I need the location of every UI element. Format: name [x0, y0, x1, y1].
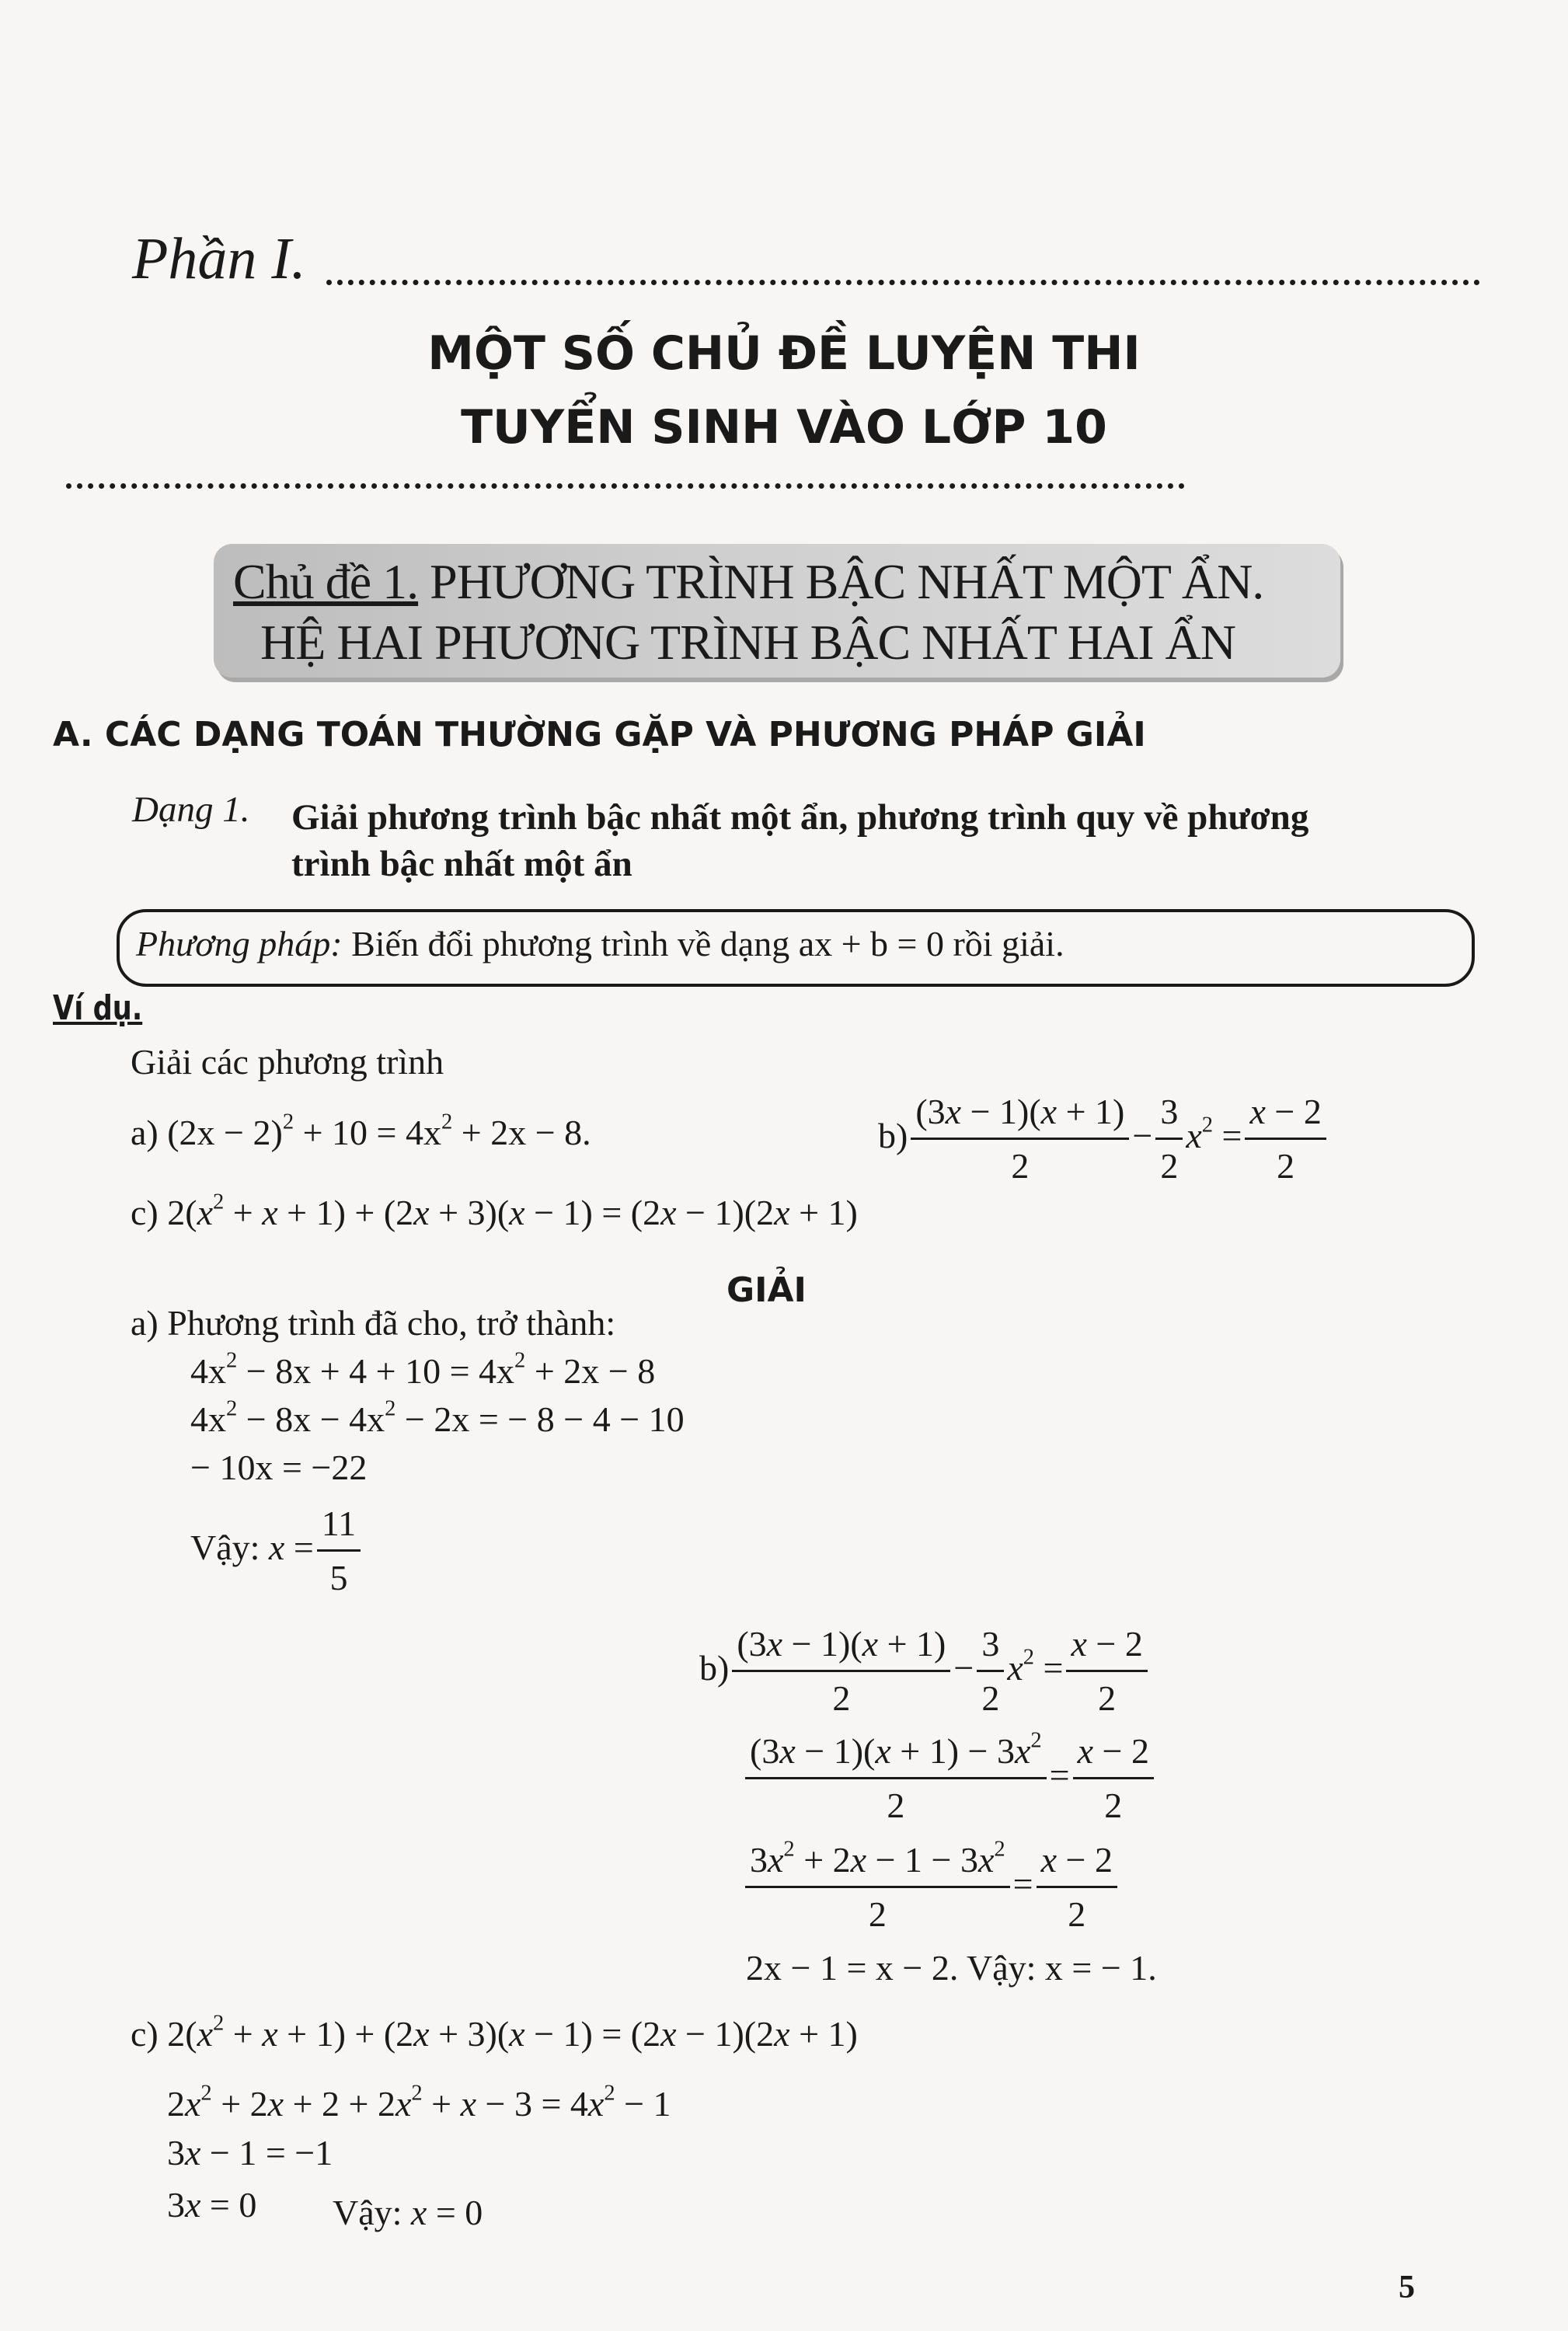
therefore-b: Vậy: [967, 1948, 1037, 1988]
solution-c-step1: c) $2(x^2 + x + 1) + (2x + 3)(x - 1) = (2x - 1)(2x + 1)$ [131, 2011, 858, 2054]
therefore-a: Vậy: [190, 1527, 260, 1567]
example-intro: Giải các phương trình [131, 1042, 444, 1082]
solution-b-step2: $\frac{(3x - 1)(x + 1) - 3x^2}{2}$ = $\frac{x - 2}{2}$ [742, 1731, 1157, 1827]
problem-b: b) $\frac{(3x - 1)(x + 1)}{2}$ − $\frac{3}{2}$ $x^2$ = $\frac{x - 2}{2}$ [878, 1092, 1329, 1187]
page-number: 5 [1399, 2270, 1415, 2305]
dang-1-label: Dạng 1. [132, 789, 250, 830]
solution-a-intro: a) Phương trình đã cho, trở thành: [131, 1303, 616, 1343]
solution-c-result: Vậy: x = 0 [333, 2193, 483, 2232]
solution-b-step1: b) $\frac{(3x - 1)(x + 1)}{2}$ − $\frac{3}{2}$ $x^2$ = $\frac{x - 2}{2}$ [699, 1624, 1151, 1720]
problem-a: a) $(2x - 2)^2 + 10 = 4x^2 + 2x - 8$. [131, 1110, 591, 1152]
solution-a-result: Vậy: x = $\frac{11}{5}$ [190, 1503, 364, 1599]
solution-a-step1: $4x^2 - 8x + 4 + 10 = 4x^2 + 2x - 8$ [190, 1348, 656, 1391]
part-label: Phần I. [132, 226, 306, 291]
topic-line1: PHƯƠNG TRÌNH BẬC NHẤT MỘT ẨN. [418, 554, 1264, 609]
method-label: Phương pháp: [136, 924, 343, 963]
solution-b-result: 2x − 1 = x − 2. Vậy: x = − 1. [746, 1948, 1157, 1988]
topic-title-line2: HỆ HAI PHƯƠNG TRÌNH BẬC NHẤT HAI ẨN [260, 615, 1235, 670]
topic-prefix: Chủ đề 1. [233, 554, 419, 609]
problem-c: c) $2(x^2 + x + 1) + (2x + 3)(x - 1) = (2x - 1)(2x + 1)$ [131, 1190, 858, 1232]
dang-1-title-line2: trình bậc nhất một ẩn [291, 844, 632, 884]
solution-c-step4: 3x = 0 [167, 2185, 257, 2225]
main-title-line1: MỘT SỐ CHỦ ĐỀ LUYỆN THI [427, 326, 1141, 381]
main-title-line2: TUYỂN SINH VÀO LỚP 10 [461, 400, 1107, 455]
solution-heading: GIẢI [727, 1270, 807, 1310]
solution-c-step3: 3x − 1 = −1 [167, 2133, 333, 2172]
therefore-c: Vậy: [333, 2193, 402, 2232]
topic-title-line1 [233, 553, 1263, 611]
method-text [136, 923, 1064, 964]
example-label: Ví dụ. [53, 988, 143, 1028]
solution-a-step3: − 10x = −22 [190, 1448, 368, 1487]
part-dotted-rule [326, 280, 1480, 285]
solution-a-step2: $4x^2 - 8x - 4x^2 - 2x$ = − 8 − 4 − 10 [190, 1396, 685, 1439]
solution-c-step2: $2x^2 + 2x + 2 + 2x^2 + x - 3 = 4x^2 - 1$ [167, 2081, 671, 2124]
dang-1-title-line1: Giải phương trình bậc nhất một ẩn, phương trình quy về phương [291, 797, 1309, 838]
section-a-heading: A. CÁC DẠNG TOÁN THƯỜNG GẶP VÀ PHƯƠNG PHÁP GIẢI [53, 715, 1146, 754]
solution-b-step3: $\frac{3x^2 + 2x - 1 - 3x^2}{2}$ = $\frac{x - 2}{2}$ [742, 1840, 1120, 1936]
method-body: Biến đổi phương trình về dạng ax + b = 0 rồi giải. [342, 924, 1064, 963]
title-dotted-rule [66, 483, 1185, 489]
